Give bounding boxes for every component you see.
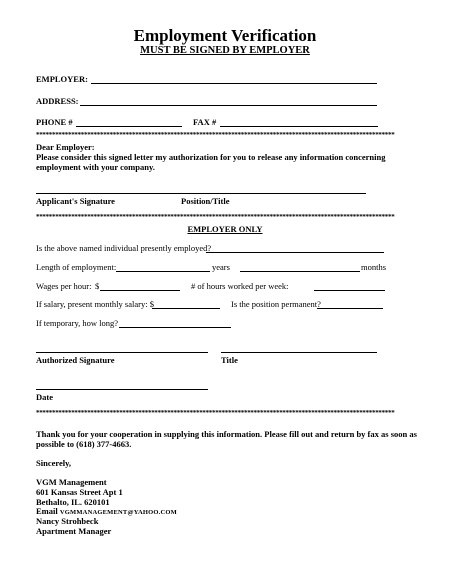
length-employment-label: Length of employment: xyxy=(36,262,117,272)
page-title: Employment Verification xyxy=(133,26,317,45)
separator: **************************************************************************************************************** xyxy=(36,131,395,139)
date-label: Date xyxy=(36,392,53,402)
permanent-label: Is the position permanent? xyxy=(231,299,321,309)
email-line xyxy=(36,506,177,516)
years-field[interactable] xyxy=(116,271,210,272)
fax-label: FAX # xyxy=(193,117,217,127)
wages-dollar: $ xyxy=(95,281,100,291)
manager-name: Nancy Strohbeck xyxy=(36,516,99,526)
city-address: Bethalto, IL. 620101 xyxy=(36,497,110,507)
presently-employed-label: Is the above named individual presently employed? xyxy=(36,243,212,253)
temporary-field[interactable] xyxy=(119,327,231,328)
phone-label: PHONE # xyxy=(36,117,73,127)
applicant-signature-label: Applicant's Signature xyxy=(36,196,115,206)
hours-field[interactable] xyxy=(314,290,385,291)
months-field[interactable] xyxy=(240,271,360,272)
applicant-signature-line[interactable] xyxy=(36,193,366,194)
separator: **************************************************************************************************************** xyxy=(36,213,395,221)
letter-body: Please consider this signed letter my authorization for you to release any information concerning employment with your company. xyxy=(36,152,386,172)
email-label: Email xyxy=(36,506,58,516)
temporary-label: If temporary, how long? xyxy=(36,318,119,328)
years-label: years xyxy=(212,262,230,272)
salary-field[interactable] xyxy=(152,308,220,309)
address-label: ADDRESS: xyxy=(36,96,79,106)
street-address: 601 Kansas Street Apt 1 xyxy=(36,487,123,497)
thank-you-text: Thank you for your cooperation in supplying this information. Please fill out and return by fax as soon as possible to (618) 377-4663. xyxy=(36,429,417,449)
employer-only-heading: EMPLOYER ONLY xyxy=(187,224,263,234)
authorized-signature-label: Authorized Signature xyxy=(36,355,115,365)
page-subtitle: MUST BE SIGNED BY EMPLOYER xyxy=(140,45,310,56)
sincerely: Sincerely, xyxy=(36,458,72,468)
wages-field[interactable] xyxy=(100,290,180,291)
address-field[interactable] xyxy=(80,105,377,106)
title-line[interactable] xyxy=(221,352,377,353)
authorized-signature-line[interactable] xyxy=(36,352,208,353)
fax-field[interactable] xyxy=(220,126,378,127)
presently-employed-field[interactable] xyxy=(206,252,384,253)
company-name: VGM Management xyxy=(36,477,107,487)
email-address: VGMMANAGEMENT@YAHOO.COM xyxy=(59,509,177,516)
title-label: Title xyxy=(221,355,238,365)
wages-label: Wages per hour: xyxy=(36,281,92,291)
phone-field[interactable] xyxy=(76,126,182,127)
position-title-label: Position/Title xyxy=(181,196,230,206)
permanent-field[interactable] xyxy=(317,308,383,309)
employer-field[interactable] xyxy=(91,83,377,84)
manager-role: Apartment Manager xyxy=(36,526,112,536)
date-line[interactable] xyxy=(36,389,208,390)
months-label: months xyxy=(361,262,387,272)
letter-greeting: Dear Employer: xyxy=(36,142,95,152)
separator: **************************************************************************************************************** xyxy=(36,409,395,417)
salary-label: If salary, present monthly salary: $ xyxy=(36,299,154,309)
hours-label: # of hours worked per week: xyxy=(191,281,289,291)
employer-label: EMPLOYER: xyxy=(36,74,88,84)
